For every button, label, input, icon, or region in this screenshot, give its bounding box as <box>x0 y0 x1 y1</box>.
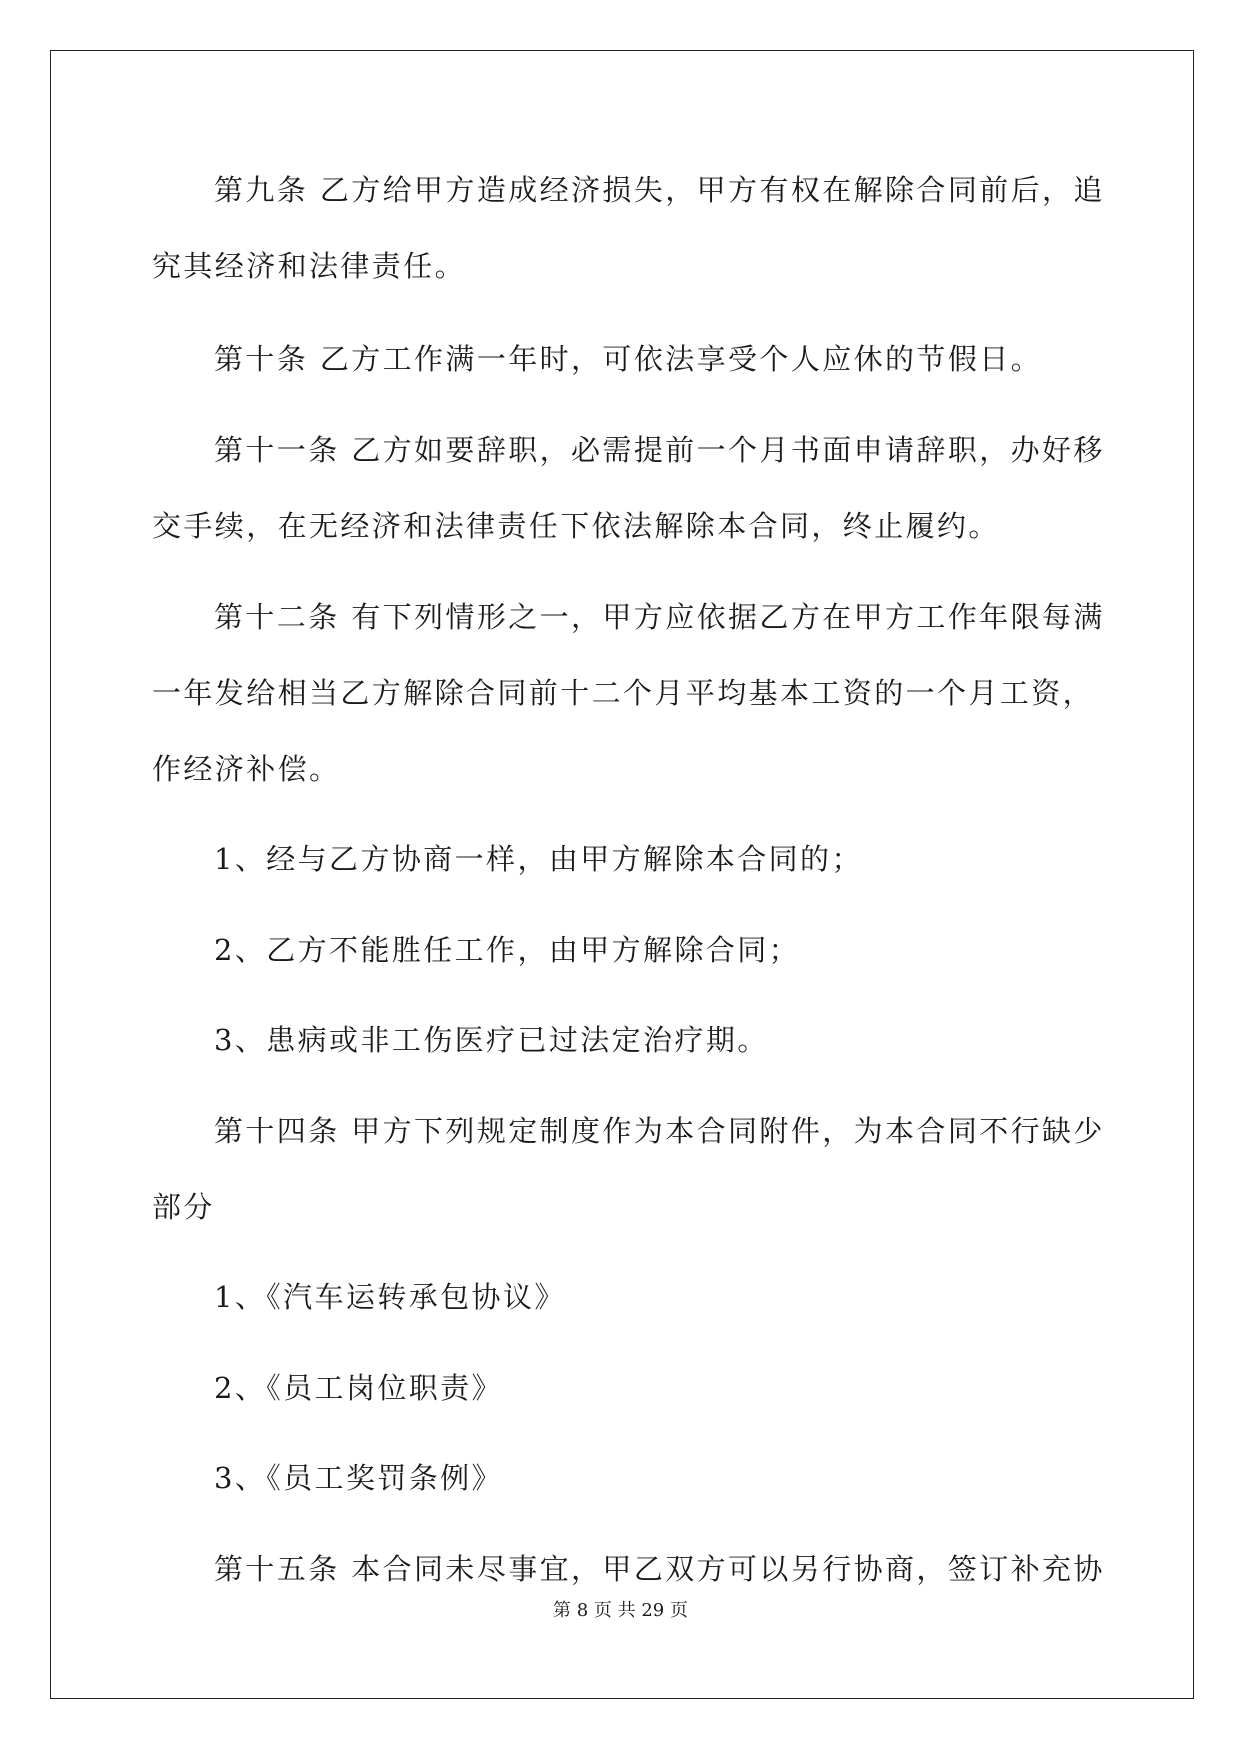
clause-14-item-1: 1、《汽车运转承包协议》 <box>214 1280 566 1314</box>
clause-14-line-2: 部分 <box>152 1190 215 1224</box>
clause-12-item-1: 1、经与乙方协商一样，由甲方解除本合同的； <box>214 842 863 876</box>
clause-12-line-1: 第十二条 有下列情形之一，甲方应依据乙方在甲方工作年限每满 <box>214 600 1105 634</box>
clause-10-line-1: 第十条 乙方工作满一年时，可依法享受个人应休的节假日。 <box>214 342 1043 376</box>
clause-9-line-2: 究其经济和法律责任。 <box>152 249 467 283</box>
clause-11-line-2: 交手续，在无经济和法律责任下依法解除本合同，终止履约。 <box>152 509 1000 543</box>
clause-11-line-1: 第十一条 乙方如要辞职，必需提前一个月书面申请辞职，办好移 <box>214 433 1105 467</box>
clause-14-item-2: 2、《员工岗位职责》 <box>214 1371 503 1405</box>
clause-12-item-3: 3、患病或非工伤医疗已过法定治疗期。 <box>214 1023 769 1057</box>
clause-14-line-1: 第十四条 甲方下列规定制度作为本合同附件，为本合同不行缺少 <box>214 1114 1105 1148</box>
clause-12-line-2: 一年发给相当乙方解除合同前十二个月平均基本工资的一个月工资， <box>152 676 1095 710</box>
clause-9-line-1: 第九条 乙方给甲方造成经济损失，甲方有权在解除合同前后，追 <box>214 173 1105 207</box>
clause-15-line-1: 第十五条 本合同未尽事宜，甲乙双方可以另行协商，签订补充协 <box>214 1552 1105 1586</box>
page-number-footer: 第 8 页 共 29 页 <box>553 1600 688 1621</box>
clause-14-item-3: 3、《员工奖罚条例》 <box>214 1461 503 1495</box>
clause-12-line-3: 作经济补偿。 <box>152 752 341 786</box>
clause-12-item-2: 2、乙方不能胜任工作，由甲方解除合同； <box>214 933 801 967</box>
